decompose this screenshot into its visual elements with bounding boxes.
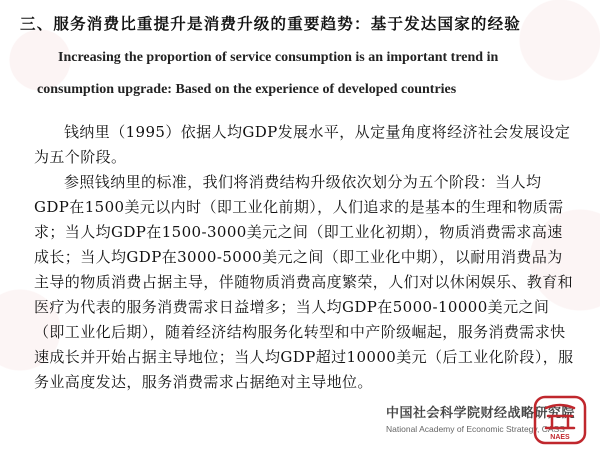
footer-org-chinese: 中国社会科学院财经战略研究院 [386,406,576,421]
footer-org-english: National Academy of Economic Strategy, CASS [386,424,565,434]
slide-title: 三、服务消费比重提升是消费升级的重要趋势：基于发达国家的经验 [20,14,522,33]
paragraph-chenery-stages: 钱纳里（1995）依据人均GDP发展水平，从定量角度将经济社会发展设定为五个阶段。 [34,123,571,166]
paragraph-consumption-stages: 参照钱纳里的标准，我们将消费结构升级依次划分为五个阶段：当人均GDP在1500美元以内时（即工业化前期），人们追求的是基本的生理和物质需求；当人均GDP在1500-3000美元之间（即工业化初期），物质消费需求高速成长；当人均GDP在3000-5000美元之间（即工业化中期），以耐用消费品为主导的物质消费占据主导，伴随物质消费高度繁荣，人们对以休闲娱乐、教育和医疗为代表的服务消费需求日益增多；当人均GDP在5000-10000美元之间（即工业化后期），随着经济结构服务化转型和中产阶级崛起，服务消费需求快速成长并开始占据主导地位；当人均GDP超过10000美元（后工业化阶段），服务业高度发达，服务消费需求占据绝对主导地位。 [34,173,574,391]
body-text [34,120,574,395]
english-subtitle-line-2: consumption upgrade: Based on the experience of developed countries [37,82,457,97]
footer [0,390,600,450]
naes-seal-logo [532,394,588,446]
english-subtitle-line-1: Increasing the proportion of service consumption is an important trend in [58,50,499,65]
seal-label: NAES [550,434,570,441]
